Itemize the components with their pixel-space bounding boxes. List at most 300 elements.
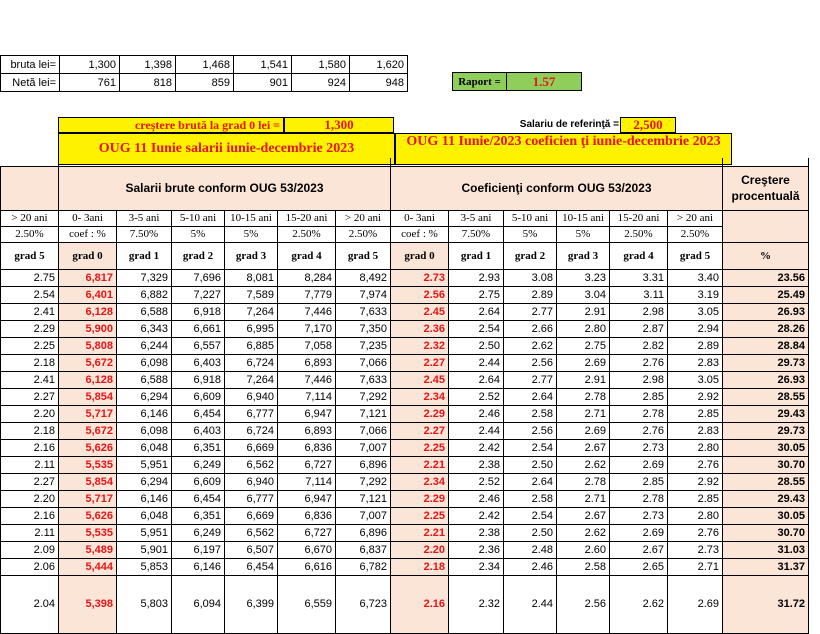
table-cell[interactable]: 7,007 <box>336 439 391 456</box>
ani-cell[interactable]: > 20 ani <box>1 210 59 226</box>
table-cell[interactable]: 7,264 <box>225 303 278 320</box>
table-cell[interactable]: 2.75 <box>1 269 59 286</box>
table-cell[interactable]: 6,940 <box>225 388 278 405</box>
table-cell[interactable]: 2.44 <box>504 575 557 633</box>
table-cell[interactable]: 30.70 <box>723 456 809 473</box>
table-cell[interactable]: 6,836 <box>278 439 336 456</box>
grad-cell[interactable]: grad 0 <box>391 242 449 269</box>
table-cell[interactable]: 6,727 <box>278 524 336 541</box>
table-cell[interactable]: 7,292 <box>336 473 391 490</box>
table-cell[interactable]: 7,589 <box>225 286 278 303</box>
table-cell[interactable]: 2.69 <box>557 422 610 439</box>
table-cell[interactable]: 6,197 <box>172 541 225 558</box>
raport-label[interactable]: Raport = <box>452 72 507 91</box>
table-cell[interactable]: 5,535 <box>59 524 117 541</box>
pct-cell[interactable]: 2.50% <box>668 226 723 242</box>
ani-cell[interactable]: > 20 ani <box>336 210 391 226</box>
pct-cell[interactable]: 5% <box>225 226 278 242</box>
table-cell[interactable]: 5,626 <box>59 439 117 456</box>
table-cell[interactable]: 7,007 <box>336 507 391 524</box>
table-cell[interactable]: 7,066 <box>336 422 391 439</box>
table-cell[interactable]: 29.43 <box>723 405 809 422</box>
table-cell[interactable]: 6,893 <box>278 422 336 439</box>
table-cell[interactable]: 2.54 <box>1 286 59 303</box>
table-cell[interactable]: 2.92 <box>668 388 723 405</box>
gross-cell[interactable]: 1,300 <box>60 56 120 74</box>
gross-cell[interactable]: 1,468 <box>176 56 234 74</box>
table-cell[interactable]: 2.18 <box>1 422 59 439</box>
table-cell[interactable]: 3.04 <box>557 286 610 303</box>
table-cell[interactable]: 6,940 <box>225 473 278 490</box>
net-cell[interactable]: 924 <box>292 74 350 92</box>
table-cell[interactable]: 6,836 <box>278 507 336 524</box>
table-cell[interactable]: 2.45 <box>391 303 449 320</box>
table-cell[interactable]: 2.69 <box>668 575 723 633</box>
table-cell[interactable]: 7,235 <box>336 337 391 354</box>
table-cell[interactable]: 28.84 <box>723 337 809 354</box>
table-cell[interactable]: 28.55 <box>723 388 809 405</box>
table-cell[interactable]: 6,559 <box>278 575 336 633</box>
table-cell[interactable]: 6,723 <box>336 575 391 633</box>
table-cell[interactable]: 2.29 <box>1 320 59 337</box>
table-cell[interactable]: 28.55 <box>723 473 809 490</box>
table-cell[interactable]: 2.73 <box>610 507 668 524</box>
table-cell[interactable]: 2.64 <box>449 371 504 388</box>
table-cell[interactable]: 7,058 <box>278 337 336 354</box>
salariu-ref-value[interactable] <box>620 117 676 133</box>
table-cell[interactable]: 3.19 <box>668 286 723 303</box>
ani-cell[interactable]: 0- 3ani <box>59 210 117 226</box>
table-cell[interactable]: 8,492 <box>336 269 391 286</box>
table-cell[interactable]: 6,403 <box>172 354 225 371</box>
table-cell[interactable]: 7,121 <box>336 490 391 507</box>
net-cell[interactable]: 901 <box>234 74 292 92</box>
table-cell[interactable]: 5,717 <box>59 405 117 422</box>
table-cell[interactable]: 6,670 <box>278 541 336 558</box>
table-cell[interactable]: 7,633 <box>336 303 391 320</box>
table-cell[interactable]: 2.76 <box>610 422 668 439</box>
ani-cell[interactable]: 3-5 ani <box>117 210 172 226</box>
table-cell[interactable]: 3.40 <box>668 269 723 286</box>
table-cell[interactable]: 6,094 <box>172 575 225 633</box>
table-cell[interactable]: 2.62 <box>610 575 668 633</box>
table-cell[interactable]: 25.49 <box>723 286 809 303</box>
grad-cell[interactable]: grad 2 <box>172 242 225 269</box>
table-cell[interactable]: 2.36 <box>449 541 504 558</box>
table-cell[interactable]: 2.73 <box>668 541 723 558</box>
grad-cell[interactable]: grad 5 <box>336 242 391 269</box>
table-cell[interactable]: 2.98 <box>610 371 668 388</box>
table-cell[interactable]: 7,121 <box>336 405 391 422</box>
table-cell[interactable]: 2.45 <box>391 371 449 388</box>
table-cell[interactable]: 7,227 <box>172 286 225 303</box>
table-cell[interactable]: 2.20 <box>1 490 59 507</box>
pct-cell[interactable]: 5% <box>172 226 225 242</box>
table-cell[interactable]: 6,401 <box>59 286 117 303</box>
table-cell[interactable]: 6,399 <box>225 575 278 633</box>
table-cell[interactable]: 6,294 <box>117 388 172 405</box>
table-cell[interactable]: 6,588 <box>117 303 172 320</box>
table-cell[interactable]: 31.03 <box>723 541 809 558</box>
table-cell[interactable]: 2.34 <box>449 558 504 575</box>
table-cell[interactable]: 6,098 <box>117 422 172 439</box>
table-cell[interactable]: 5,672 <box>59 422 117 439</box>
table-cell[interactable]: 2.64 <box>504 473 557 490</box>
table-cell[interactable]: 26.93 <box>723 303 809 320</box>
table-cell[interactable]: 28.26 <box>723 320 809 337</box>
ani-cell[interactable]: 5-10 ani <box>504 210 557 226</box>
table-cell[interactable]: 6,724 <box>225 422 278 439</box>
pct-cell[interactable]: 2.50% <box>610 226 668 242</box>
net-cell[interactable]: 948 <box>350 74 408 92</box>
table-cell[interactable]: 6,616 <box>278 558 336 575</box>
table-cell[interactable]: 2.75 <box>449 286 504 303</box>
table-cell[interactable]: 6,048 <box>117 507 172 524</box>
table-cell[interactable]: 6,727 <box>278 456 336 473</box>
grad-cell[interactable]: grad 1 <box>117 242 172 269</box>
table-cell[interactable]: 2.64 <box>449 303 504 320</box>
table-cell[interactable]: 2.85 <box>668 490 723 507</box>
table-cell[interactable]: 6,454 <box>172 490 225 507</box>
table-cell[interactable]: 2.48 <box>504 541 557 558</box>
grad-cell[interactable]: grad 2 <box>504 242 557 269</box>
table-cell[interactable]: 2.80 <box>668 507 723 524</box>
table-cell[interactable]: 2.80 <box>557 320 610 337</box>
table-cell[interactable]: 2.44 <box>449 354 504 371</box>
table-cell[interactable]: 6,562 <box>225 456 278 473</box>
table-cell[interactable]: 3.08 <box>504 269 557 286</box>
table-cell[interactable]: 2.56 <box>504 354 557 371</box>
table-cell[interactable]: 6,947 <box>278 490 336 507</box>
table-cell[interactable]: 2.20 <box>391 541 449 558</box>
table-cell[interactable]: 2.29 <box>391 490 449 507</box>
table-cell[interactable]: 2.06 <box>1 558 59 575</box>
table-cell[interactable]: 2.52 <box>449 388 504 405</box>
table-cell[interactable]: 2.38 <box>449 524 504 541</box>
ani-cell[interactable]: 3-5 ani <box>449 210 504 226</box>
table-cell[interactable]: 6,588 <box>117 371 172 388</box>
table-cell[interactable]: 2.98 <box>610 303 668 320</box>
table-cell[interactable]: 2.69 <box>610 524 668 541</box>
table-cell[interactable]: 2.80 <box>668 439 723 456</box>
table-cell[interactable]: 2.73 <box>610 439 668 456</box>
table-cell[interactable]: 2.25 <box>391 439 449 456</box>
net-cell[interactable]: 761 <box>60 74 120 92</box>
table-cell[interactable]: 6,244 <box>117 337 172 354</box>
table-cell[interactable]: 7,264 <box>225 371 278 388</box>
ani-cell[interactable]: 15-20 ani <box>278 210 336 226</box>
ani-cell[interactable]: 10-15 ani <box>225 210 278 226</box>
table-cell[interactable]: 7,350 <box>336 320 391 337</box>
table-cell[interactable]: 5,808 <box>59 337 117 354</box>
pct-cell[interactable]: 2.50% <box>278 226 336 242</box>
table-cell[interactable]: 2.82 <box>610 337 668 354</box>
table-cell[interactable]: 6,454 <box>172 405 225 422</box>
table-cell[interactable]: 31.72 <box>723 575 809 633</box>
table-cell[interactable]: 6,777 <box>225 490 278 507</box>
net-cell[interactable]: 818 <box>120 74 176 92</box>
table-cell[interactable]: 7,779 <box>278 286 336 303</box>
table-cell[interactable]: 2.89 <box>504 286 557 303</box>
table-cell[interactable]: 2.42 <box>449 507 504 524</box>
net-cell[interactable]: 859 <box>176 74 234 92</box>
table-cell[interactable]: 6,294 <box>117 473 172 490</box>
table-cell[interactable]: 2.93 <box>449 269 504 286</box>
table-cell[interactable]: 2.78 <box>610 405 668 422</box>
table-cell[interactable]: 6,609 <box>172 388 225 405</box>
table-cell[interactable]: 6,403 <box>172 422 225 439</box>
grad-cell[interactable]: grad 0 <box>59 242 117 269</box>
table-cell[interactable]: 6,098 <box>117 354 172 371</box>
table-cell[interactable]: 2.46 <box>504 558 557 575</box>
table-cell[interactable]: 2.71 <box>557 405 610 422</box>
table-cell[interactable]: 6,817 <box>59 269 117 286</box>
table-cell[interactable]: 29.73 <box>723 354 809 371</box>
table-cell[interactable]: 6,782 <box>336 558 391 575</box>
table-cell[interactable]: 2.58 <box>504 490 557 507</box>
table-cell[interactable]: 7,633 <box>336 371 391 388</box>
table-cell[interactable]: 3.05 <box>668 303 723 320</box>
table-cell[interactable]: 2.65 <box>610 558 668 575</box>
table-cell[interactable]: 2.92 <box>668 473 723 490</box>
table-cell[interactable]: 6,918 <box>172 371 225 388</box>
ani-cell[interactable]: 0- 3ani <box>391 210 449 226</box>
table-cell[interactable]: 2.16 <box>391 575 449 633</box>
gross-cell[interactable]: 1,580 <box>292 56 350 74</box>
table-cell[interactable]: 2.25 <box>391 507 449 524</box>
table-cell[interactable]: 30.05 <box>723 439 809 456</box>
table-cell[interactable]: 2.69 <box>610 456 668 473</box>
table-cell[interactable]: 6,896 <box>336 524 391 541</box>
grad-cell[interactable]: grad 4 <box>278 242 336 269</box>
table-cell[interactable]: 3.23 <box>557 269 610 286</box>
table-cell[interactable]: 6,048 <box>117 439 172 456</box>
table-cell[interactable]: 2.67 <box>557 439 610 456</box>
table-cell[interactable]: 6,995 <box>225 320 278 337</box>
table-cell[interactable]: 2.62 <box>557 524 610 541</box>
grad-cell[interactable]: grad 5 <box>1 242 59 269</box>
table-cell[interactable]: 6,893 <box>278 354 336 371</box>
table-cell[interactable]: 6,146 <box>117 405 172 422</box>
table-cell[interactable]: 2.67 <box>557 507 610 524</box>
pct-cell[interactable]: coef : % <box>59 226 117 242</box>
table-cell[interactable]: 2.78 <box>557 473 610 490</box>
table-cell[interactable]: 7,114 <box>278 388 336 405</box>
table-cell[interactable]: 2.50 <box>504 456 557 473</box>
table-cell[interactable]: 6,343 <box>117 320 172 337</box>
table-cell[interactable]: 2.76 <box>610 354 668 371</box>
table-cell[interactable]: 5,854 <box>59 388 117 405</box>
table-cell[interactable]: 8,284 <box>278 269 336 286</box>
table-cell[interactable]: 5,398 <box>59 575 117 633</box>
table-cell[interactable]: 6,837 <box>336 541 391 558</box>
table-cell[interactable]: 2.50 <box>504 524 557 541</box>
table-cell[interactable]: 5,853 <box>117 558 172 575</box>
table-cell[interactable]: 2.27 <box>1 473 59 490</box>
table-cell[interactable]: 2.77 <box>504 303 557 320</box>
table-cell[interactable]: 2.44 <box>449 422 504 439</box>
table-cell[interactable]: 2.36 <box>391 320 449 337</box>
table-cell[interactable]: 5,717 <box>59 490 117 507</box>
table-cell[interactable]: 7,696 <box>172 269 225 286</box>
table-cell[interactable]: 2.94 <box>668 320 723 337</box>
table-cell[interactable]: 2.32 <box>449 575 504 633</box>
table-cell[interactable]: 6,249 <box>172 456 225 473</box>
table-cell[interactable]: 2.16 <box>1 439 59 456</box>
table-cell[interactable]: 5,803 <box>117 575 172 633</box>
table-cell[interactable]: 2.09 <box>1 541 59 558</box>
table-cell[interactable]: 2.18 <box>1 354 59 371</box>
table-cell[interactable]: 6,249 <box>172 524 225 541</box>
table-cell[interactable]: 7,066 <box>336 354 391 371</box>
table-cell[interactable]: 7,170 <box>278 320 336 337</box>
gross-label[interactable]: bruta lei= <box>1 56 60 74</box>
table-cell[interactable]: 6,777 <box>225 405 278 422</box>
table-cell[interactable]: 2.54 <box>449 320 504 337</box>
table-cell[interactable]: 23.56 <box>723 269 809 286</box>
table-cell[interactable]: 6,947 <box>278 405 336 422</box>
table-cell[interactable]: 6,128 <box>59 303 117 320</box>
table-cell[interactable]: 2.18 <box>391 558 449 575</box>
table-cell[interactable]: 2.29 <box>391 405 449 422</box>
table-cell[interactable]: 6,724 <box>225 354 278 371</box>
table-cell[interactable]: 5,951 <box>117 456 172 473</box>
table-cell[interactable]: 2.46 <box>449 490 504 507</box>
table-cell[interactable]: 2.64 <box>504 388 557 405</box>
table-cell[interactable]: 2.32 <box>391 337 449 354</box>
table-cell[interactable]: 6,454 <box>225 558 278 575</box>
crestere-label[interactable] <box>58 117 284 133</box>
table-cell[interactable]: 2.66 <box>504 320 557 337</box>
pct-cell[interactable]: coef : % <box>391 226 449 242</box>
grad-cell[interactable]: grad 5 <box>668 242 723 269</box>
table-cell[interactable]: 30.05 <box>723 507 809 524</box>
crestere-value[interactable] <box>284 117 394 133</box>
table-cell[interactable]: 2.11 <box>1 456 59 473</box>
table-cell[interactable]: 2.83 <box>668 422 723 439</box>
table-cell[interactable]: 2.34 <box>391 473 449 490</box>
table-cell[interactable]: 2.83 <box>668 354 723 371</box>
table-cell[interactable]: 2.21 <box>391 456 449 473</box>
table-cell[interactable]: 7,974 <box>336 286 391 303</box>
table-cell[interactable]: 2.27 <box>1 388 59 405</box>
grad-cell[interactable]: grad 3 <box>225 242 278 269</box>
table-cell[interactable]: 6,351 <box>172 439 225 456</box>
table-cell[interactable]: 5,854 <box>59 473 117 490</box>
table-cell[interactable]: 29.73 <box>723 422 809 439</box>
grad-cell[interactable]: % <box>723 242 809 269</box>
table-cell[interactable]: 2.56 <box>391 286 449 303</box>
table-cell[interactable]: 2.52 <box>449 473 504 490</box>
pct-cell[interactable]: 5% <box>557 226 610 242</box>
table-cell[interactable]: 2.85 <box>668 405 723 422</box>
table-cell[interactable]: 2.56 <box>557 575 610 633</box>
table-cell[interactable]: 2.67 <box>610 541 668 558</box>
grad-cell[interactable]: grad 3 <box>557 242 610 269</box>
table-cell[interactable]: 2.56 <box>504 422 557 439</box>
table-cell[interactable]: 6,882 <box>117 286 172 303</box>
table-cell[interactable]: 2.85 <box>610 388 668 405</box>
table-cell[interactable]: 29.43 <box>723 490 809 507</box>
table-cell[interactable]: 2.71 <box>668 558 723 575</box>
pct-cell[interactable]: 7.50% <box>449 226 504 242</box>
table-cell[interactable]: 2.60 <box>557 541 610 558</box>
raport-value[interactable]: 1.57 <box>506 72 582 91</box>
table-cell[interactable]: 3.11 <box>610 286 668 303</box>
ani-cell[interactable]: > 20 ani <box>668 210 723 226</box>
table-cell[interactable]: 2.25 <box>1 337 59 354</box>
table-cell[interactable]: 2.34 <box>391 388 449 405</box>
table-cell[interactable]: 6,609 <box>172 473 225 490</box>
table-cell[interactable]: 2.89 <box>668 337 723 354</box>
table-cell[interactable]: 2.91 <box>557 371 610 388</box>
table-cell[interactable]: 2.27 <box>391 422 449 439</box>
pct-cell[interactable]: 5% <box>504 226 557 242</box>
table-cell[interactable]: 2.41 <box>1 303 59 320</box>
table-cell[interactable]: 7,446 <box>278 371 336 388</box>
table-cell[interactable]: 2.62 <box>557 456 610 473</box>
table-cell[interactable]: 2.58 <box>557 558 610 575</box>
table-cell[interactable]: 6,918 <box>172 303 225 320</box>
table-cell[interactable]: 2.38 <box>449 456 504 473</box>
table-cell[interactable]: 2.76 <box>668 524 723 541</box>
grad-cell[interactable]: grad 4 <box>610 242 668 269</box>
table-cell[interactable]: 2.41 <box>1 371 59 388</box>
table-cell[interactable]: 6,146 <box>117 490 172 507</box>
table-cell[interactable]: 6,507 <box>225 541 278 558</box>
table-cell[interactable]: 7,329 <box>117 269 172 286</box>
table-cell[interactable]: 6,669 <box>225 507 278 524</box>
table-cell[interactable]: 6,146 <box>172 558 225 575</box>
ani-cell[interactable]: 5-10 ani <box>172 210 225 226</box>
pct-cell[interactable]: 2.50% <box>336 226 391 242</box>
table-cell[interactable]: 3.31 <box>610 269 668 286</box>
table-cell[interactable]: 2.11 <box>1 524 59 541</box>
table-cell[interactable]: 6,562 <box>225 524 278 541</box>
table-cell[interactable]: 2.91 <box>557 303 610 320</box>
table-cell[interactable]: 2.85 <box>610 473 668 490</box>
table-cell[interactable]: 5,535 <box>59 456 117 473</box>
table-cell[interactable]: 2.78 <box>557 388 610 405</box>
table-cell[interactable]: 2.04 <box>1 575 59 633</box>
table-cell[interactable]: 5,951 <box>117 524 172 541</box>
table-cell[interactable]: 2.27 <box>391 354 449 371</box>
table-cell[interactable]: 7,446 <box>278 303 336 320</box>
table-cell[interactable]: 2.20 <box>1 405 59 422</box>
table-cell[interactable]: 5,900 <box>59 320 117 337</box>
table-cell[interactable]: 6,885 <box>225 337 278 354</box>
table-cell[interactable]: 5,626 <box>59 507 117 524</box>
table-cell[interactable]: 2.73 <box>391 269 449 286</box>
table-cell[interactable]: 2.77 <box>504 371 557 388</box>
table-cell[interactable]: 2.76 <box>668 456 723 473</box>
table-cell[interactable]: 2.62 <box>504 337 557 354</box>
table-cell[interactable]: 6,669 <box>225 439 278 456</box>
table-cell[interactable]: 6,896 <box>336 456 391 473</box>
table-cell[interactable]: 2.21 <box>391 524 449 541</box>
net-label[interactable]: Netă lei= <box>1 74 60 92</box>
table-cell[interactable]: 2.54 <box>504 507 557 524</box>
table-cell[interactable]: 2.75 <box>557 337 610 354</box>
table-cell[interactable]: 2.69 <box>557 354 610 371</box>
table-cell[interactable]: 5,444 <box>59 558 117 575</box>
gross-cell[interactable]: 1,398 <box>120 56 176 74</box>
pct-cell[interactable]: 7.50% <box>117 226 172 242</box>
table-cell[interactable]: 2.42 <box>449 439 504 456</box>
ani-cell[interactable]: 15-20 ani <box>610 210 668 226</box>
gross-cell[interactable]: 1,620 <box>350 56 408 74</box>
table-cell[interactable]: 2.58 <box>504 405 557 422</box>
